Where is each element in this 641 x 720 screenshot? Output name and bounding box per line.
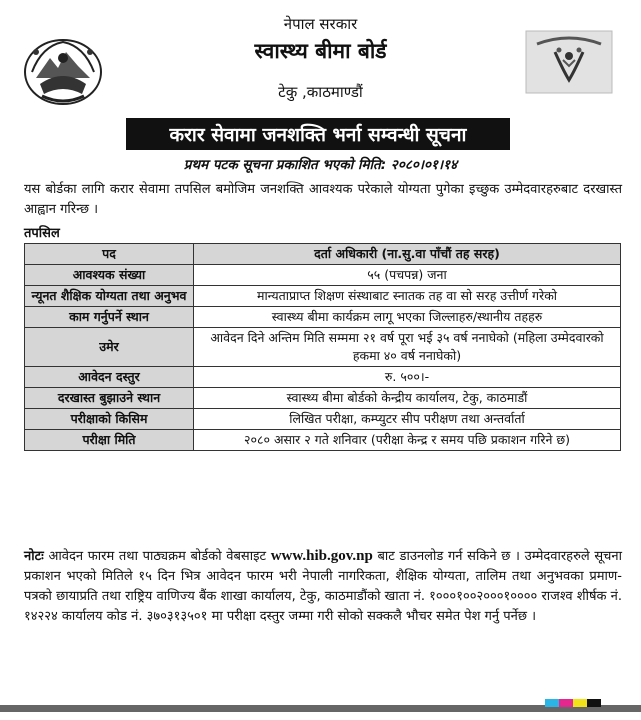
table-row (25, 430, 621, 451)
table-row (25, 328, 621, 367)
color-swatch-black (587, 699, 601, 707)
tapsil-heading: तपसिल (24, 226, 60, 241)
table-row (25, 388, 621, 409)
row-value: मान्यताप्राप्त शिक्षण संस्थाबाट स्नातक तह वा सो सरह उत्तीर्ण गरेको (194, 286, 621, 307)
note-text-1: आवेदन फारम तथा पाठ्यक्रम बोर्डको वेबसाइट (48, 549, 267, 564)
note-paragraph (24, 546, 622, 627)
row-value: २०८० असार २ गते शनिवार (परीक्षा केन्द्र र समय पछि प्रकाशन गरिने छ) (194, 430, 621, 451)
table-row (25, 307, 621, 328)
board-name: स्वास्थ्य बीमा बोर्ड (254, 39, 387, 63)
details-table (24, 243, 621, 451)
table-row (25, 265, 621, 286)
row-label: परीक्षा मिति (25, 430, 194, 451)
hib-logo-icon (525, 30, 613, 94)
row-label: दरखास्त बुझाउने स्थान (25, 388, 194, 409)
color-swatch-yellow (573, 699, 587, 707)
row-value: ५५ (पचपन्न) जना (194, 265, 621, 286)
table-header-row (25, 244, 621, 265)
row-label: न्यूनत शैक्षिक योग्यता तथा अनुभव (25, 286, 194, 307)
header-post: पद (25, 244, 194, 265)
row-label: आवेदन दस्तुर (25, 367, 194, 388)
color-swatch-magenta (559, 699, 573, 707)
table-row (25, 367, 621, 388)
row-value: स्वास्थ्य बीमा कार्यक्रम लागू भएका जिल्लाहरु/स्थानीय तहहरु (194, 307, 621, 328)
row-label: आवश्यक संख्या (25, 265, 194, 286)
website-link[interactable]: www.hib.gov.np (270, 548, 373, 564)
row-value: लिखित परीक्षा, कम्प्युटर सीप परीक्षण तथा अन्तर्वार्ता (194, 409, 621, 430)
table-row (25, 286, 621, 307)
row-value: स्वास्थ्य बीमा बोर्डको केन्द्रीय कार्यालय, टेकु, काठमाडौं (194, 388, 621, 409)
note-label: नोटः (24, 549, 44, 564)
intro-paragraph: यस बोर्डका लागि करार सेवामा तपसिल बमोजिम जनशक्ति आवश्यक परेकाले योग्यता पुगेका इच्छुक उम्मेदवारहरुबाट दरखास्त आह्वान गरिन्छ । (24, 182, 622, 217)
color-swatch-cyan (545, 699, 559, 707)
row-value: आवेदन दिने अन्तिम मिति सम्ममा २१ वर्ष पूरा भई ३५ वर्ष ननाघेको (महिला उम्मेदवारको हकमा ४० वर्ष ननाघेको) (194, 328, 621, 367)
row-label: काम गर्नुपर्ने स्थान (25, 307, 194, 328)
table-row (25, 409, 621, 430)
note-text-2: बाट डाउनलोड गर्न सकिने छ । उम्मेदवारहरुले सूचना प्रकाशन भएको मितिले १५ दिन भित्र आवेदन फारम भरी नेपाली नागरिकता, शैक्षिक योग्यता, तालिम तथा अनुभवका प्रमाण-पत्रको छायाप्रति तथा राष्ट्रिय वाणिज्य बैंक शाखा कार्यालय, टेकु, काठमाडौंको खाता नं. १०००१००२०००१०००० राजश्व शीर्षक नं. १४२२४ कार्यालय कोड नं. ३७०३१३५०१ मा परीक्षा दस्तुर जम्मा गरी सोको सक्कलै भौचर समेत पेश गर्नु पर्नेछ । (24, 549, 622, 624)
notice-header (0, 0, 641, 118)
publish-date: प्रथम पटक सूचना प्रकाशित भएको मिति: २०८०।०१।१४ (183, 157, 458, 173)
board-location: टेकु ,काठमाण्डौं (278, 83, 363, 101)
govt-name: नेपाल सरकार (283, 15, 358, 33)
row-value: रु. ५००।- (194, 367, 621, 388)
notice-title: करार सेवामा जनशक्ति भर्ना सम्वन्धी सूचना (126, 118, 510, 150)
row-label: परीक्षाको किसिम (25, 409, 194, 430)
row-label: उमेर (25, 328, 194, 367)
header-registrar: दर्ता अधिकारी (ना.सु.वा पाँचौं तह सरह) (194, 244, 621, 265)
